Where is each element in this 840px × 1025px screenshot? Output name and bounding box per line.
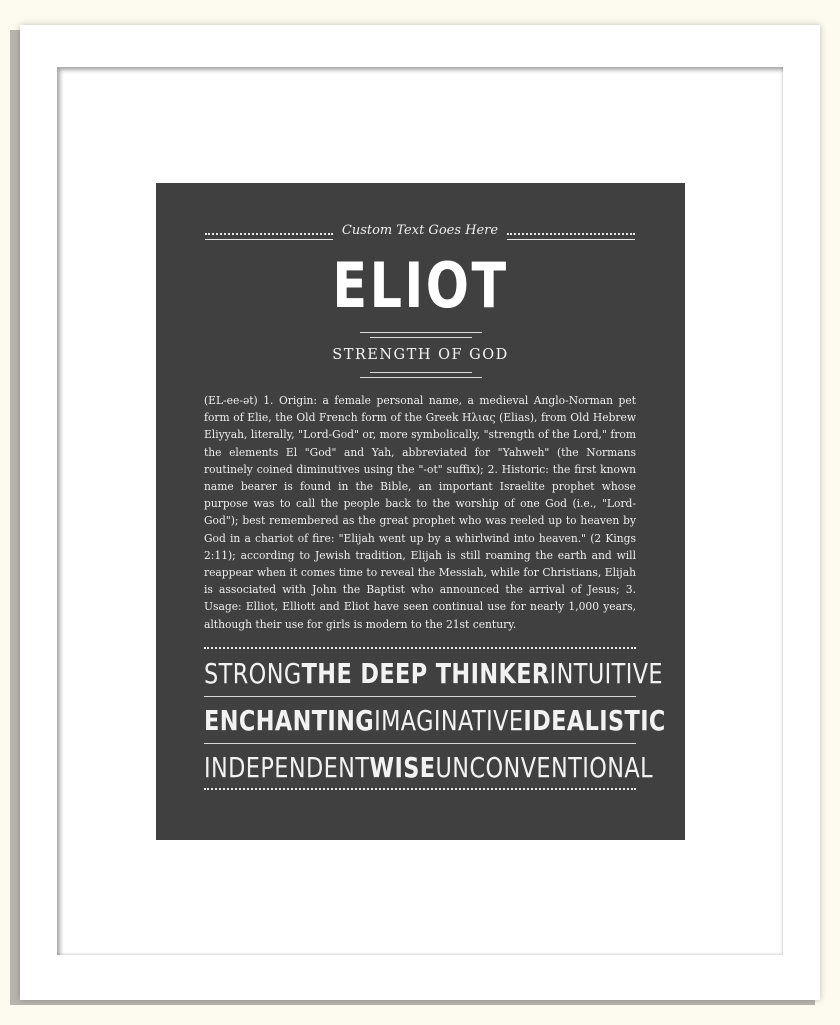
trait: THE DEEP THINKER [301,657,550,690]
dotted-rule-traits-bottom [204,788,636,790]
trait-row-divider [204,696,636,697]
trait: INTUITIVE [549,657,663,690]
rule-below-meaning-inner [370,372,472,373]
trait: IMAGINATIVE [374,704,524,737]
definition-text: (EL-ee-ət) 1. Origin: a female personal name, a medieval Anglo-Norman pet form of Elie, the Old French form of the Greek Ηλιας (Elias), from Old Hebrew Eliyyah, literally, "Lord-God" or, more symbolically, "strength of the Lord," from the elements El "God" and Yah, abbreviated for "Yahweh" (the Normans routinely coined diminutives using the "-ot" suffix); 2. Historic: the first known name bearer is found in the Bible, an important Israelite prophet whose purpose was to call the people back to the worship of one God (i.e., "Lord-God"); best remembered as the great prophet who was reeled up to heaven by God in a chariot of fire: "Elijah went up by a whirlwind into heaven." (2 Kings 2:11); according to Jewish tradition, Elijah is still roaming the earth and will reappear when it comes time to reveal the Messiah, while for Christians, Elijah is associated with John the Baptist who announced the arrival of Jesus; 3. Usage: Elliot, Elliott and Eliot have seen continual use for nearly 1,000 years, although their use for girls is modern to the 21st century. [204,394,636,631]
trait: WISE [369,751,436,784]
trait-row-1 [204,657,663,693]
name-meaning: STRENGTH OF GOD [332,347,509,363]
dotted-rule-left [205,233,333,240]
rule-above-meaning [360,332,482,333]
trait-row-divider [204,743,636,744]
custom-text-row [205,221,635,245]
rule-below-meaning [360,377,482,378]
dotted-rule-right [507,233,635,240]
rule-above-meaning-inner [370,337,472,338]
dotted-rule-traits-top [204,647,636,649]
custom-text: Custom Text Goes Here [341,223,499,238]
name-meaning-print [156,183,685,840]
trait: STRONG [204,657,302,690]
name-title: ELIOT [332,249,509,322]
trait-row-3 [204,751,654,787]
trait: IDEALISTIC [523,704,666,737]
trait: INDEPENDENT [204,751,370,784]
trait: ENCHANTING [204,704,375,737]
trait-row-2 [204,704,666,740]
trait: UNCONVENTIONAL [435,751,654,784]
